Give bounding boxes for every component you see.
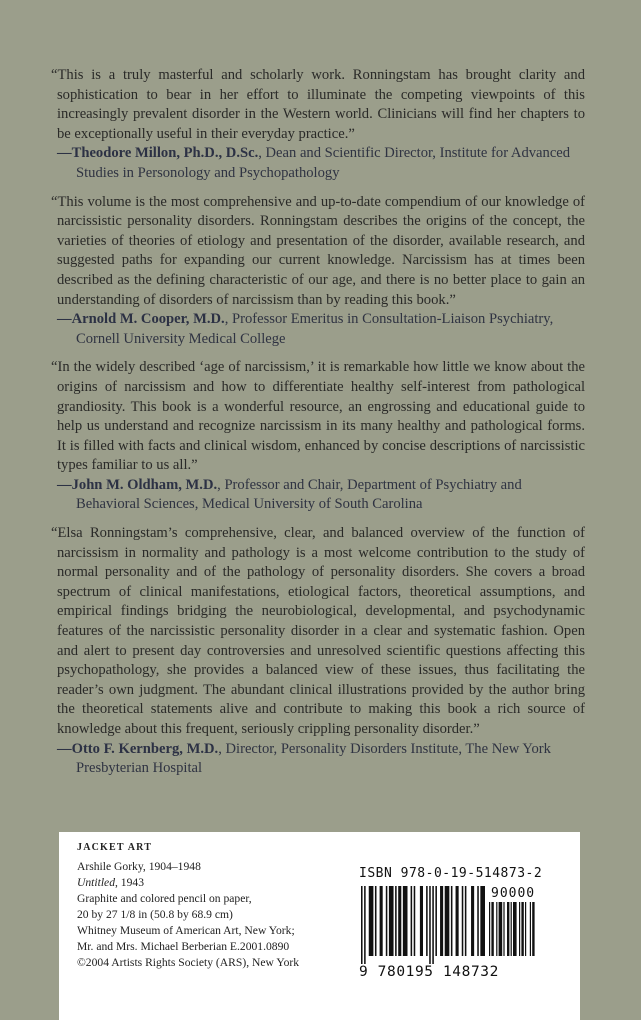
barcode-bar [507, 902, 509, 956]
barcode-bar [471, 886, 474, 956]
jacket-art-heading: JACKET ART [77, 842, 153, 853]
barcode-bar [395, 886, 397, 956]
barcode-bar [521, 902, 523, 956]
barcode-bar [477, 886, 479, 956]
barcode-bar [426, 886, 428, 956]
endorsements [51, 66, 585, 779]
barcode-bar [398, 886, 401, 956]
barcode-bar [499, 902, 503, 956]
barcode-bar [480, 886, 485, 956]
barcode-bar [519, 902, 520, 956]
credits-panel [59, 832, 580, 1020]
barcode-bar [411, 886, 413, 956]
artist-line: Arshile Gorky, 1904–1948 [77, 860, 201, 873]
isbn-text: ISBN 978-0-19-514873-2 [359, 866, 543, 881]
endorsement-quote: “This volume is the most comprehensive and up-to-date compendium of our knowledge of narcissistic personality disorders. Ronningstam describes the origins of the concept, the varieties of theories of etiology and presentation of the disorder, available research, and suggested paths for expanding our current knowledge. Narcissism has at times been described as the defining characteristic of our age, and there is no better place to gain an understanding of disorders of narcissism than by reading this book.” [51, 193, 585, 308]
barcode-bar [451, 886, 453, 956]
barcode-bar [364, 886, 366, 964]
barcode-bar [375, 886, 377, 956]
barcode-bar [414, 886, 416, 956]
barcode-bar [496, 902, 497, 956]
barcode-bar [456, 886, 459, 956]
barcode-bar [525, 902, 526, 956]
barcode-bar [530, 902, 531, 956]
endorsement-quote: “In the widely described ‘age of narcissism,’ it is remarkable how little we know about the origins of narcissism and how to differentiate healthy self-interest from pathological grandiosity. This book is a wonderful resource, an engrossing and educational guide to help us understand and recognize narcissism in its many healthy and pathological forms. It is filled with facts and clinical wisdom, enhanced by concise descriptions of narcissistic types familiar to us all.” [51, 359, 585, 474]
barcode-bar [420, 886, 423, 956]
barcode-number: 9 780195 148732 [359, 964, 499, 980]
endorser-name: —Theodore Millon, Ph.D., D.Sc. [57, 145, 259, 162]
endorser-title: , Professor and Chair, Department of Psychiatry and Behavioral Sciences, Medical University of South Carolina [76, 476, 522, 513]
barcode-bar [440, 886, 443, 956]
barcode-bar [389, 886, 394, 956]
barcode-bar [491, 902, 493, 956]
barcode-bar [432, 886, 434, 964]
endorser-name: —John M. Oldham, M.D. [57, 476, 218, 493]
endorsement-millon [51, 66, 585, 184]
barcode-addon-bars [489, 902, 541, 964]
medium-line: Graphite and colored pencil on paper, [77, 892, 252, 905]
endorser-title: , Professor Emeritus in Consultation-Liaison Psychiatry, Cornell University Medical College [76, 311, 554, 347]
work-title: Untitled [77, 876, 115, 889]
endorsement-attribution [57, 144, 585, 183]
barcode-bar [489, 902, 490, 956]
barcode-bar [386, 886, 388, 956]
work-line [77, 875, 357, 891]
barcode-bar [403, 886, 408, 956]
endorsement-cooper [51, 193, 585, 350]
barcode-main-bars [361, 886, 485, 964]
copyright-line: ©2004 Artists Rights Society (ARS), New York [77, 956, 300, 969]
barcode-bar [361, 886, 363, 964]
endorsement-attribution [57, 740, 585, 779]
barcode-bar [380, 886, 383, 956]
barcode-bar [532, 902, 534, 956]
jacket-art-credits [77, 840, 357, 971]
endorser-title: , Director, Personality Disorders Institute, The New York Presbyterian Hospital [76, 740, 551, 777]
endorsement-attribution [57, 310, 585, 349]
barcode-bar [429, 886, 431, 964]
endorser-name: —Otto F. Kernberg, M.D. [57, 740, 219, 757]
donor-line: Mr. and Mrs. Michael Berberian E.2001.0890 [77, 940, 290, 953]
work-year: , 1943 [115, 876, 144, 889]
barcode-bar [369, 886, 374, 956]
barcode-bar [513, 902, 517, 956]
endorsement-quote: “Elsa Ronningstam’s comprehensive, clear, and balanced overview of the function of narcissism in normality and pathology is a most welcome contribution to the study of normal personality and of the pathology of personality disorders. She covers a broad spectrum of clinical manifestations, etiological factors, theoretical assumptions, and empirical findings bridging the neurobiological, developmental, and psychodynamic features of the narcissistic personality disorder in a clear and systematic fashion. Open and alert to present day controversies and unresolved scientific questions affecting this psychopathology, she provides a balanced view of these issues, thus facilitating the reader’s own judgment. The abundant clinical illustrations provided by the author bring the theoretical statements alive and contribute to making this book a rich source of knowledge about this frequent, seriously crippling personality disorder.” [51, 525, 585, 737]
museum-line: Whitney Museum of American Art, New York; [77, 924, 295, 937]
barcode-bar [503, 902, 504, 956]
barcode-bar [511, 902, 512, 956]
size-line: 20 by 27 1/8 in (50.8 by 68.9 cm) [77, 908, 233, 921]
price-code: 90000 [491, 886, 536, 901]
endorsement-attribution [57, 476, 585, 515]
barcode-bar [465, 886, 467, 956]
endorsement-kernberg [51, 524, 585, 779]
barcode-bar [445, 886, 450, 956]
endorsement-quote: “This is a truly masterful and scholarly work. Ronningstam has brought clarity and sophistication to bear in her effort to illuminate the competing viewpoints of this increasingly prevalent disorder in the Western world. Clinicians will find her chapters to be exceptionally useful in their everyday practice.” [51, 67, 585, 142]
endorser-name: —Arnold M. Cooper, M.D. [57, 311, 225, 328]
endorser-title: , Dean and Scientific Director, Institute for Advanced Studies in Personology and Psychopathology [76, 145, 571, 181]
barcode-bar [462, 886, 464, 956]
barcode-bar [435, 886, 437, 956]
endorsement-oldham [51, 358, 585, 515]
isbn-barcode [359, 866, 573, 996]
